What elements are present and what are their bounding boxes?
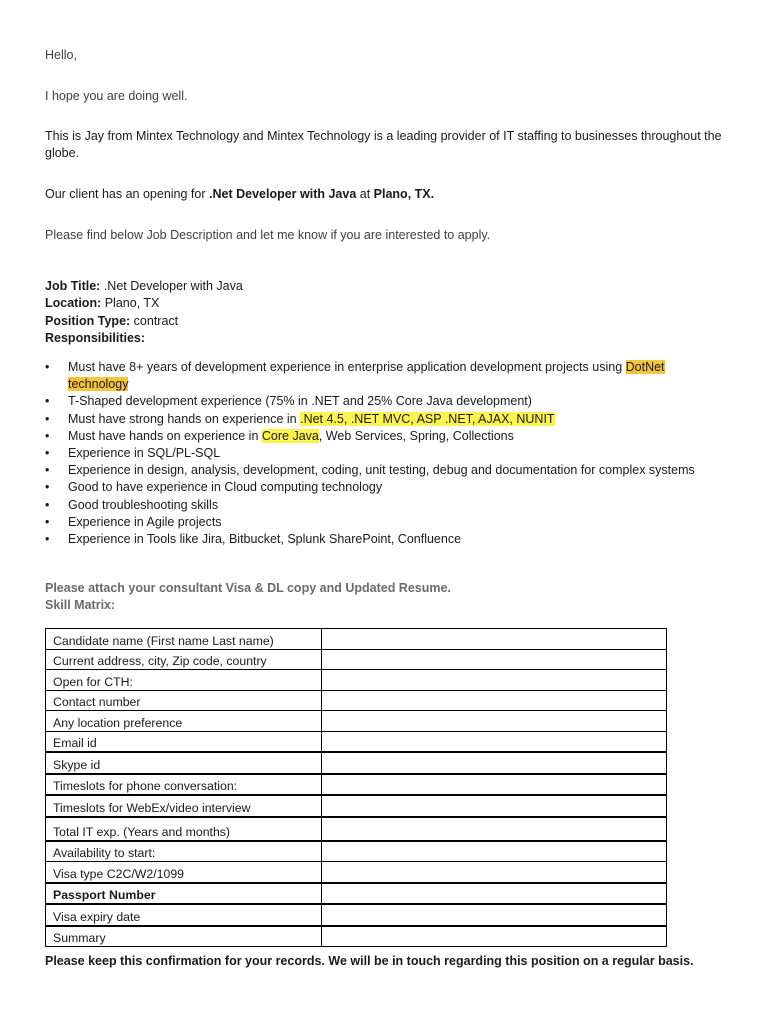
- job-title-line: [45, 278, 728, 295]
- table-cell-label: Total IT exp. (Years and months): [46, 817, 322, 841]
- list-item: • T-Shaped development experience (75% in .NET and 25% Core Java development): [45, 393, 725, 410]
- table-cell-value[interactable]: [322, 629, 667, 650]
- skill-matrix-label: Skill Matrix:: [45, 598, 116, 612]
- list-item: • Experience in Agile projects: [45, 514, 725, 531]
- opening-line: [45, 186, 728, 203]
- table-cell-label: Skype id: [46, 752, 322, 774]
- closing-line: Please keep this confirmation for your records. We will be in touch regarding this position on a regular basis.: [45, 954, 694, 968]
- list-item: • Experience in design, analysis, development, coding, unit testing, debug and documentation for complex systems: [45, 462, 725, 479]
- hope-line: I hope you are doing well.: [45, 89, 188, 103]
- table-cell-value[interactable]: [322, 883, 667, 905]
- list-item: [45, 411, 725, 428]
- table-row: [46, 817, 667, 841]
- list-item: • Good troubleshooting skills: [45, 497, 725, 514]
- list-item: • Experience in SQL/PL-SQL: [45, 445, 725, 462]
- table-row: [46, 795, 667, 817]
- table-row: [46, 670, 667, 691]
- table-cell-label: Email id: [46, 731, 322, 752]
- table-cell-value[interactable]: [322, 904, 667, 926]
- table-row: [46, 649, 667, 670]
- table-cell-value[interactable]: [322, 862, 667, 883]
- table-cell-label: Any location preference: [46, 711, 322, 732]
- table-cell-label: Current address, city, Zip code, country: [46, 649, 322, 670]
- job-type-label: Position Type:: [45, 314, 131, 328]
- table-cell-value[interactable]: [322, 711, 667, 732]
- table-cell-label: Visa type C2C/W2/1099: [46, 862, 322, 883]
- opening-middle: at: [356, 187, 374, 201]
- table-cell-label: Timeslots for phone conversation:: [46, 774, 322, 796]
- highlighted-text: Core Java: [261, 428, 319, 443]
- intro-paragraph: This is Jay from Mintex Technology and Mintex Technology is a leading provider of IT staffing to businesses throughout the globe.: [45, 129, 722, 160]
- skill-matrix-table: [45, 628, 667, 947]
- list-item: • Good to have experience in Cloud computing technology: [45, 479, 725, 496]
- list-item: [45, 359, 725, 393]
- greeting: Hello,: [45, 48, 77, 62]
- table-cell-value[interactable]: [322, 649, 667, 670]
- table-row: [46, 731, 667, 752]
- highlighted-text: DotNet technology: [68, 360, 665, 392]
- highlighted-text: .Net 4.5, .NET MVC, ASP .NET, AJAX, NUNIT: [300, 411, 555, 426]
- table-cell-value[interactable]: [322, 795, 667, 817]
- list-item: [45, 428, 725, 445]
- list-item-text: Must have hands on experience in: [68, 428, 262, 443]
- job-title-label: Job Title:: [45, 279, 101, 293]
- job-location-line: [45, 295, 728, 312]
- responsibilities-label: Responsibilities:: [45, 331, 146, 345]
- table-row: [46, 690, 667, 711]
- table-cell-label: Open for CTH:: [46, 670, 322, 691]
- table-row: [46, 904, 667, 926]
- table-cell-label: Availability to start:: [46, 841, 322, 862]
- table-cell-value[interactable]: [322, 690, 667, 711]
- list-item: • Experience in Tools like Jira, Bitbucket, Splunk SharePoint, Confluence: [45, 531, 725, 548]
- table-cell-value[interactable]: [322, 817, 667, 841]
- table-row: [46, 774, 667, 796]
- table-cell-label: Contact number: [46, 690, 322, 711]
- table-cell-label: Passport Number: [46, 883, 322, 905]
- table-cell-label: Visa expiry date: [46, 904, 322, 926]
- job-location-value: Plano, TX: [101, 296, 160, 310]
- table-row: [46, 629, 667, 650]
- table-row: [46, 711, 667, 732]
- opening-prefix: Our client has an opening for: [45, 187, 209, 201]
- find-below-line: Please find below Job Description and let me know if you are interested to apply.: [45, 228, 491, 242]
- table-cell-label: Summary: [46, 926, 322, 947]
- table-cell-label: Candidate name (First name Last name): [46, 629, 322, 650]
- attach-line: Please attach your consultant Visa & DL copy and Updated Resume.: [45, 581, 451, 595]
- table-row: [46, 752, 667, 774]
- responsibilities-list: [45, 359, 725, 548]
- table-cell-label: Timeslots for WebEx/video interview: [46, 795, 322, 817]
- job-type-value: contract: [130, 314, 179, 328]
- table-row: [46, 862, 667, 883]
- job-title-value: .Net Developer with Java: [100, 279, 243, 293]
- table-cell-value[interactable]: [322, 841, 667, 862]
- table-row: [46, 841, 667, 862]
- list-item-text: Must have 8+ years of development experience in enterprise application development projects using: [68, 360, 626, 374]
- opening-location: Plano, TX.: [373, 187, 435, 201]
- table-cell-value[interactable]: [322, 926, 667, 947]
- opening-role: .Net Developer with Java: [209, 187, 357, 201]
- table-cell-value[interactable]: [322, 774, 667, 796]
- table-row: [46, 926, 667, 947]
- list-item-text: Must have strong hands on experience in: [68, 411, 301, 426]
- table-row: [46, 883, 667, 905]
- list-item-text: , Web Services, Spring, Collections: [318, 428, 514, 443]
- job-type-line: [45, 313, 728, 330]
- table-cell-value[interactable]: [322, 731, 667, 752]
- table-cell-value[interactable]: [322, 670, 667, 691]
- table-cell-value[interactable]: [322, 752, 667, 774]
- job-location-label: Location:: [45, 296, 102, 310]
